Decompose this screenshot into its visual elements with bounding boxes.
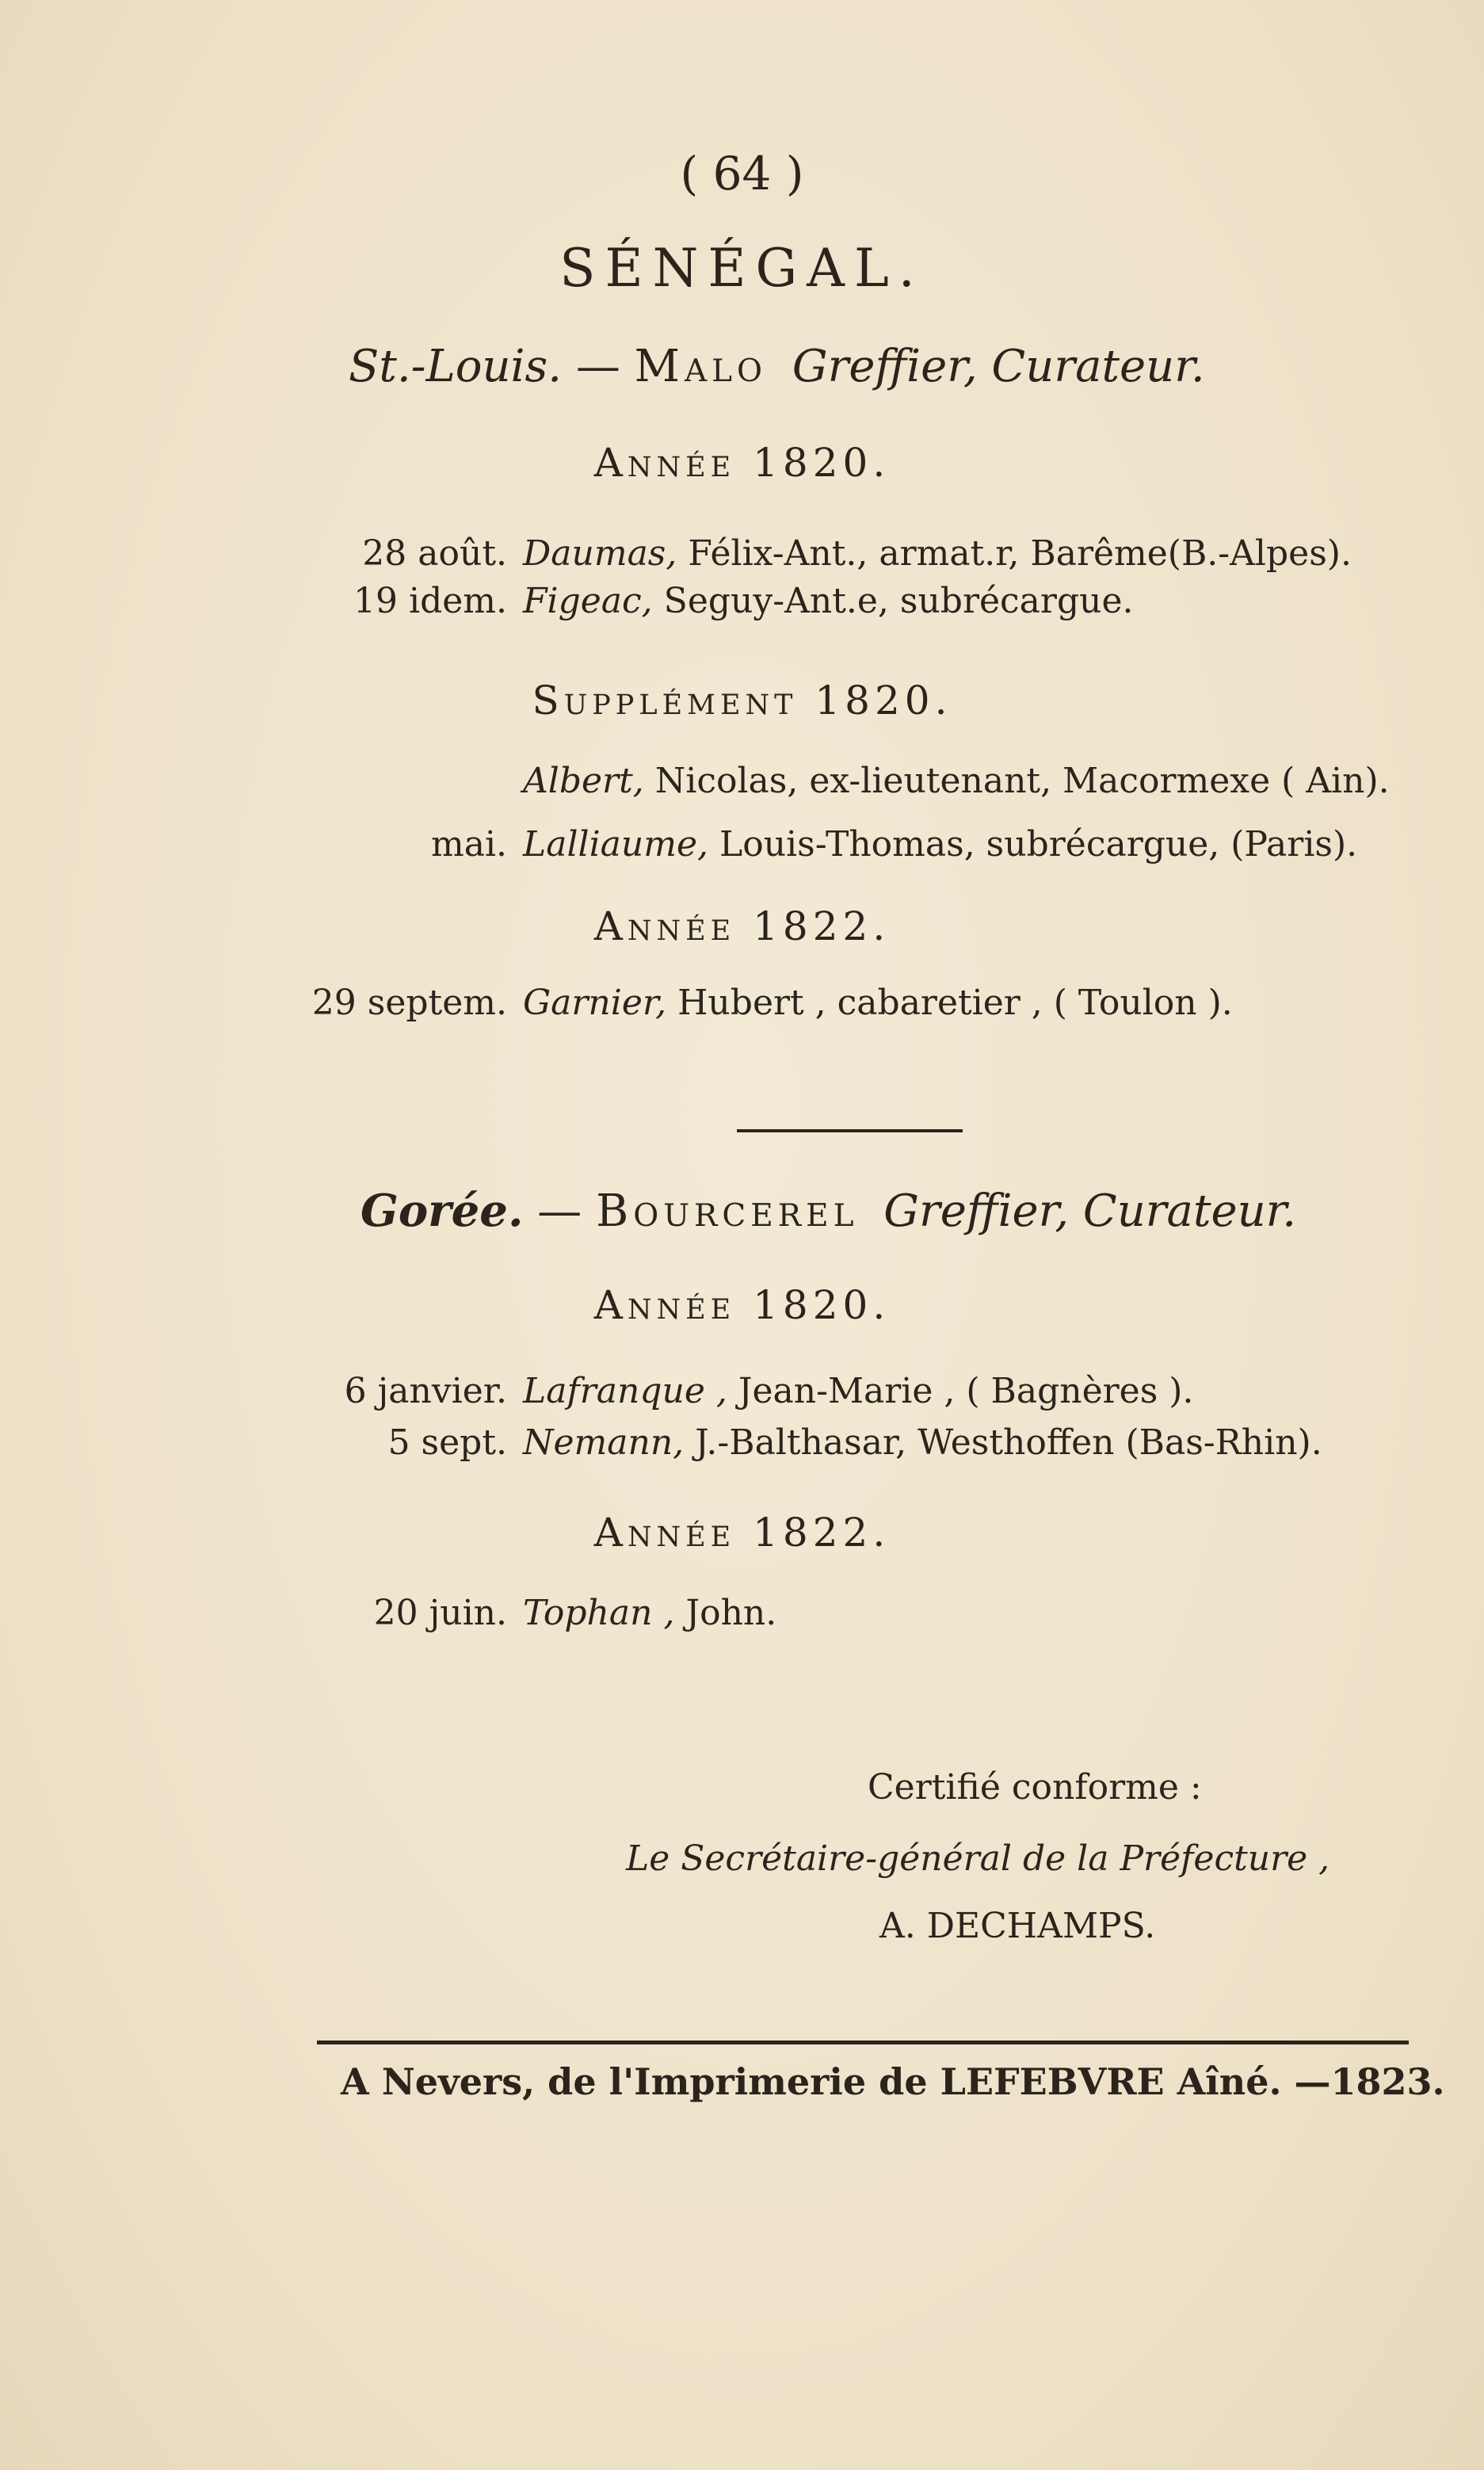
place-name: St.-Louis. [349,341,563,392]
entry-details: Nicolas, ex-lieutenant, Macormexe ( Ain). [654,761,1390,801]
certification-line: Certifié conforme : [868,1767,1202,1808]
entry-details: J.-Balthasar, Westhoffen (Bas-Rhin). [695,1422,1322,1463]
signatory-title: Le Secrétaire-général de la Préfecture , [626,1838,1330,1879]
entry-name: Nemann, [523,1422,685,1463]
year-heading: Année 1822. [593,1510,891,1556]
entry-date: 5 sept. [387,1422,507,1463]
entry-date: 28 août. [362,533,507,574]
entry-name: Figeac, [523,581,653,621]
entry-date: 29 septem. [311,983,507,1023]
imprint: A Nevers, de l'Imprimerie de LEFEBVRE Aîné. —1823. [341,2060,1445,2103]
entry-name: Garnier, [523,983,667,1023]
official-name: Malo [634,341,768,392]
entry-date: 19 idem. [353,581,507,621]
official-name: Bourcerel [596,1185,859,1237]
entry-details: Félix-Ant., armat.r, Barême(B.-Alpes). [688,533,1352,574]
entry-name: Tophan , [523,1593,675,1633]
official-role: Greffier, Curateur. [792,341,1205,392]
entry-name: Lalliaume, [523,824,708,865]
page-title: SÉNÉGAL. [559,238,925,299]
year-heading: Année 1820. [593,440,891,486]
entry-details: John. [685,1593,777,1633]
year-heading: Année 1820. [593,1282,891,1328]
entry-name: Albert, [523,761,644,801]
entry-name: Daumas, [523,533,677,574]
dash: — [575,341,620,392]
entry-name: Lafranque , [523,1371,727,1411]
footer-rule [317,2041,1409,2044]
year-heading: Supplément 1820. [532,678,952,723]
section-divider [737,1129,963,1132]
entry-date: 6 janvier. [344,1371,507,1411]
entry-details: Louis-Thomas, subrécargue, (Paris). [719,824,1358,865]
entry-date: mai. [430,824,507,865]
section-header-goree [361,1185,1296,1237]
official-role: Greffier, Curateur. [883,1185,1297,1237]
year-heading: Année 1822. [593,903,891,949]
section-header-st-louis [349,341,1205,392]
page-number: ( 64 ) [680,147,804,200]
signatory-name: A. DECHAMPS. [879,1906,1156,1946]
entry-details: Seguy-Ant.e, subrécargue. [663,581,1134,621]
entry-date: 20 juin. [373,1593,507,1633]
dash: — [537,1185,582,1237]
entry-details: Hubert , cabaretier , ( Toulon ). [677,983,1233,1023]
entry-details: Jean-Marie , ( Bagnères ). [738,1371,1194,1411]
place-name: Gorée. [361,1185,524,1237]
